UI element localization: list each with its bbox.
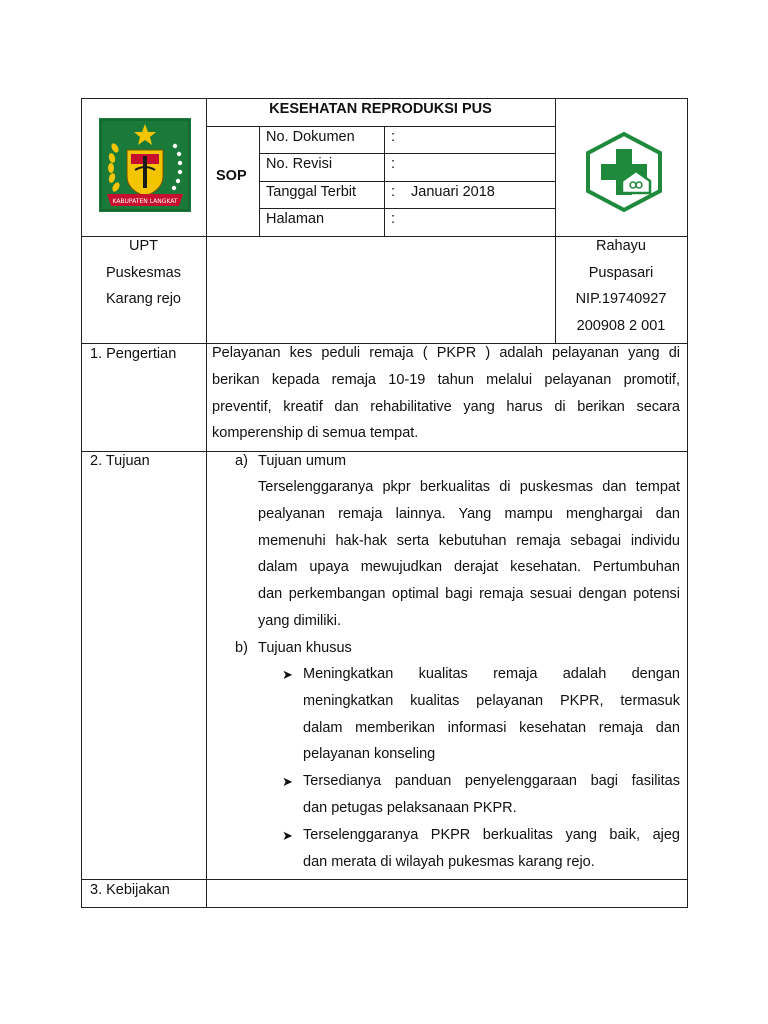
tujuan-a-marker: a) [235, 453, 248, 469]
pengertian-line: preventif, kreatif dan rehabilitative yang harus di berikan secara [212, 398, 680, 415]
tujuan-umum-line: pealyanan remaja lainnya. Yang mampu menghargai dan [258, 505, 680, 522]
field-sep-no-dokumen: : [391, 129, 396, 145]
tujuan-khusus-item [303, 661, 680, 768]
section-label-tujuan: 2. Tujuan [90, 453, 150, 469]
tujuan-khusus-line: Tersedianya panduan penyelenggaraan bagi fasilitas [303, 773, 680, 789]
tujuan-umum-line: yang dimiliki. [258, 612, 341, 629]
field-sep-halaman: : [391, 211, 396, 227]
signer-nip-line-1: NIP.19740927 [575, 291, 667, 307]
field-label-halaman: Halaman [266, 211, 325, 227]
field-sep-no-revisi: : [391, 156, 396, 172]
tujuan-khusus-line: dan petugas pelaksanaan PKPR. [303, 799, 517, 816]
arrow-bullet-icon: ➤ [282, 667, 293, 682]
field-sep-tanggal-terbit: : [391, 184, 396, 200]
org-name-line-1: UPT [129, 238, 158, 254]
tujuan-khusus-line: pelayanan konseling [303, 746, 436, 763]
signer-name-line-2: Puspasari [588, 265, 654, 281]
pengertian-line: Pelayanan kes peduli remaja ( PKPR ) adalah pelayanan yang di [212, 345, 680, 361]
tujuan-khusus-line: Terselenggaranya PKPR berkualitas yang baik, ajeg [303, 827, 680, 843]
tujuan-khusus-line: meningkatkan kualitas pelayanan PKPR, termasuk [303, 692, 680, 709]
tujuan-umum-line: Terselenggaranya pkpr berkualitas di puskesmas dan tempat [258, 479, 680, 495]
tujuan-khusus-line: dan merata di wilayah pukesmas karang rejo. [303, 853, 595, 870]
org-name-line-3: Karang rejo [106, 291, 181, 307]
tujuan-a-title: Tujuan umum [258, 453, 347, 469]
tujuan-khusus-line: dalam memberikan informasi kesehatan remaja dan [303, 719, 680, 736]
arrow-bullet-icon: ➤ [282, 774, 293, 789]
field-label-no-dokumen: No. Dokumen [266, 129, 355, 145]
tujuan-b-marker: b) [235, 640, 248, 656]
tujuan-b-title: Tujuan khusus [258, 640, 352, 656]
pengertian-paragraph [212, 340, 680, 447]
sop-label: SOP [216, 168, 247, 184]
pengertian-line: berikan kepada remaja 10-19 tahun melalui pelayanan promotif, [212, 371, 680, 388]
tujuan-umum-line: memenuhi hak-hak serta kebutuhan remaja sebagai individu [258, 532, 680, 549]
arrow-bullet-icon: ➤ [282, 828, 293, 843]
field-value-tanggal-terbit: Januari 2018 [411, 184, 495, 200]
field-label-no-revisi: No. Revisi [266, 156, 333, 172]
tujuan-umum-line: dalam upaya mewujudkan derajat kesehatan. Pertumbuhan [258, 559, 680, 576]
org-name-line-2: Puskesmas [106, 265, 181, 281]
tujuan-umum-paragraph [258, 474, 680, 635]
tujuan-khusus-line: Meningkatkan kualitas remaja adalah dengan [303, 666, 680, 682]
puskesmas-logo [584, 131, 664, 213]
document-title: KESEHATAN REPRODUKSI PUS [269, 101, 492, 117]
kabupaten-logo-text: KABUPATEN LANGKAT [112, 198, 178, 205]
section-label-pengertian: 1. Pengertian [90, 346, 177, 362]
signer-name-line-1: Rahayu [596, 238, 646, 254]
section-label-kebijakan: 3. Kebijakan [90, 882, 170, 898]
pengertian-line: komperenship di semua tempat. [212, 425, 419, 442]
kabupaten-logo [99, 118, 191, 212]
tujuan-khusus-item [303, 822, 680, 876]
tujuan-umum-line: dan perkembangan optimal bagi remaja sesuai dengan potensi [258, 586, 680, 603]
field-label-tanggal-terbit: Tanggal Terbit [266, 184, 357, 200]
signer-nip-line-2: 200908 2 001 [576, 318, 666, 334]
tujuan-khusus-item [303, 768, 680, 822]
